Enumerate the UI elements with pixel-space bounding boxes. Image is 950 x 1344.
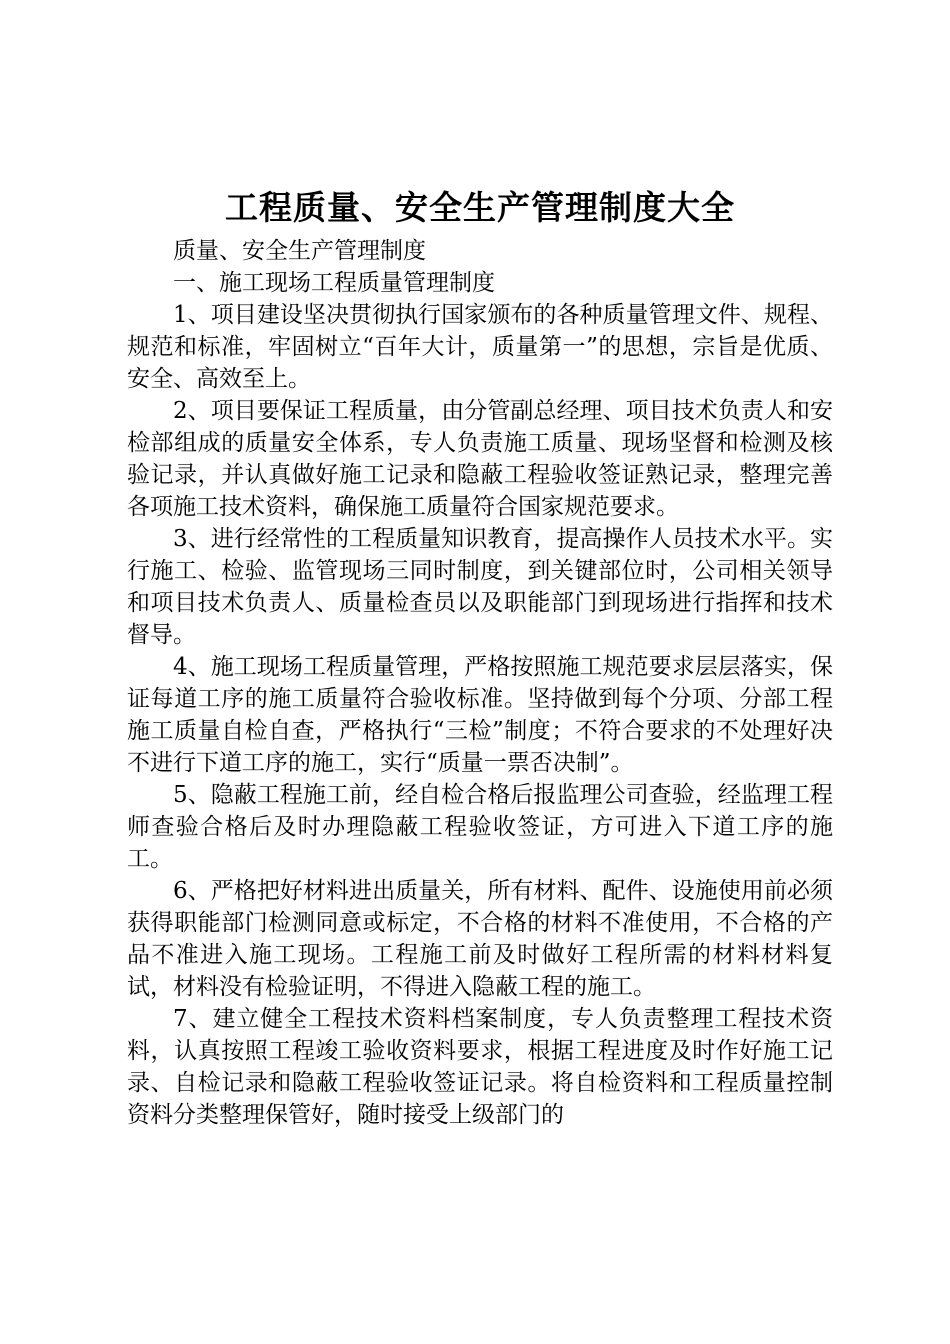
- paragraph-5: 5、隐蔽工程施工前，经自检合格后报监理公司查验，经监理工程师查验合格后及时办理隐蔽工程验收签证，方可进入下道工序的施工。: [127, 782, 833, 872]
- document-subtitle: 质量、安全生产管理制度: [173, 238, 426, 264]
- paragraph-3: 3、进行经常性的工程质量知识教育，提高操作人员技术水平。实行施工、检验、监管现场三同时制度，到关键部位时，公司相关领导和项目技术负责人、质量检查员以及职能部门到现场进行指挥和技术督导。: [127, 526, 833, 648]
- paragraph-7: 7、建立健全工程技术资料档案制度，专人负责整理工程技术资料，认真按照工程竣工验收资料要求，根据工程进度及时作好施工记录、自检记录和隐蔽工程验收签证记录。将自检资料和工程质量控制资料分类整理保管好，随时接受上级部门的: [127, 1006, 833, 1128]
- document-page: [127, 0, 833, 1344]
- section-heading: 一、施工现场工程质量管理制度: [173, 270, 495, 296]
- document-title: 工程质量、安全生产管理制度大全: [225, 188, 735, 227]
- paragraph-4: 4、施工现场工程质量管理，严格按照施工规范要求层层落实，保证每道工序的施工质量符合验收标准。坚持做到每个分项、分部工程施工质量自检自查，严格执行“三检”制度；不符合要求的不处理好决不进行下道工序的施工，实行“质量一票否决制”。: [127, 654, 833, 776]
- paragraph-2: 2、项目要保证工程质量，由分管副总经理、项目技术负责人和安检部组成的质量安全体系，专人负责施工质量、现场坚督和检测及核验记录，并认真做好施工记录和隐蔽工程验收签证熟记录，整理完善各项施工技术资料，确保施工质量符合国家规范要求。: [127, 398, 833, 520]
- paragraph-1: 1、项目建设坚决贯彻执行国家颁布的各种质量管理文件、规程、规范和标准，牢固树立“百年大计，质量第一”的思想，宗旨是优质、安全、高效至上。: [127, 302, 833, 392]
- document-body: [127, 235, 833, 1131]
- paragraph-6: 6、严格把好材料进出质量关，所有材料、配件、设施使用前必须获得职能部门检测同意或标定，不合格的材料不准使用，不合格的产品不准进入施工现场。工程施工前及时做好工程所需的材料材料复试，材料没有检验证明，不得进入隐蔽工程的施工。: [127, 878, 833, 1000]
